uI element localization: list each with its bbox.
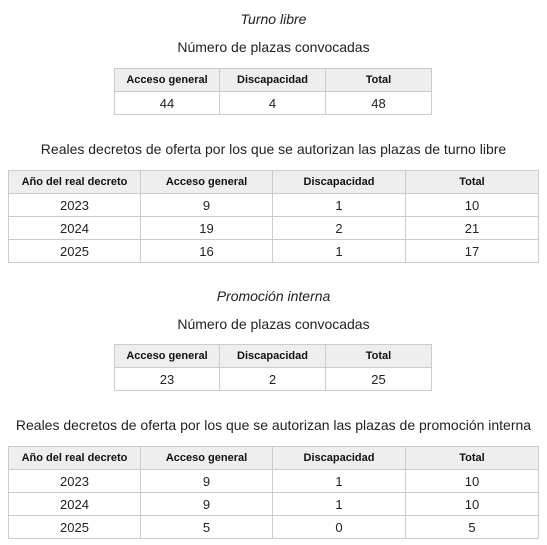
cell-acceso-general: 23 [115,368,220,391]
cell-discapacidad: 1 [273,493,406,516]
decretos-caption-turno-libre: Reales decretos de oferta por los que se autorizan las plazas de turno libre [40,141,507,157]
cell-acceso-general: 44 [115,92,220,115]
cell-total: 5 [406,516,539,539]
cell-total: 48 [326,92,432,115]
header-total: Total [406,171,539,194]
header-acceso-general: Acceso general [141,171,273,194]
decretos-caption-promocion-interna: Reales decretos de oferta por los que se autorizan las plazas de promoción interna [15,417,532,433]
cell-total: 10 [406,470,539,493]
table-row [9,470,539,493]
header-acceso-general: Acceso general [141,447,273,470]
cell-acceso-general: 16 [141,240,273,263]
table-row [115,368,432,391]
header-discapacidad: Discapacidad [220,69,326,92]
plazas-caption-promocion-interna: Número de plazas convocadas [177,316,370,332]
table-row [9,217,539,240]
plazas-caption-turno-libre: Número de plazas convocadas [177,39,370,55]
header-discapacidad: Discapacidad [273,171,406,194]
cell-acceso-general: 19 [141,217,273,240]
header-ano-real-decreto: Año del real decreto [9,447,141,470]
table-row [115,92,432,115]
cell-total: 17 [406,240,539,263]
table-header-row [9,171,539,194]
cell-acceso-general: 9 [141,493,273,516]
header-acceso-general: Acceso general [115,345,220,368]
cell-ano: 2023 [9,194,141,217]
cell-discapacidad: 2 [220,368,326,391]
header-ano-real-decreto: Año del real decreto [9,171,141,194]
cell-acceso-general: 9 [141,470,273,493]
table-row [9,240,539,263]
header-total: Total [326,69,432,92]
cell-discapacidad: 1 [273,194,406,217]
header-discapacidad: Discapacidad [273,447,406,470]
plazas-table-promocion-interna [114,344,432,391]
table-row [9,194,539,217]
cell-total: 10 [406,194,539,217]
header-total: Total [326,345,432,368]
cell-ano: 2023 [9,470,141,493]
table-row [9,516,539,539]
cell-discapacidad: 1 [273,240,406,263]
cell-total: 10 [406,493,539,516]
cell-total: 25 [326,368,432,391]
cell-discapacidad: 2 [273,217,406,240]
table-header-row [115,345,432,368]
cell-total: 21 [406,217,539,240]
section-title-turno-libre: Turno libre [240,11,307,27]
header-discapacidad: Discapacidad [220,345,326,368]
cell-ano: 2025 [9,240,141,263]
cell-acceso-general: 5 [141,516,273,539]
header-total: Total [406,447,539,470]
table-header-row [115,69,432,92]
cell-ano: 2024 [9,493,141,516]
plazas-table-turno-libre [114,68,432,115]
cell-discapacidad: 1 [273,470,406,493]
decretos-table-promocion-interna [8,446,539,539]
decretos-table-turno-libre [8,170,539,263]
table-header-row [9,447,539,470]
cell-ano: 2024 [9,217,141,240]
table-row [9,493,539,516]
cell-acceso-general: 9 [141,194,273,217]
cell-ano: 2025 [9,516,141,539]
section-title-promocion-interna: Promoción interna [216,288,331,304]
cell-discapacidad: 4 [220,92,326,115]
header-acceso-general: Acceso general [115,69,220,92]
cell-discapacidad: 0 [273,516,406,539]
